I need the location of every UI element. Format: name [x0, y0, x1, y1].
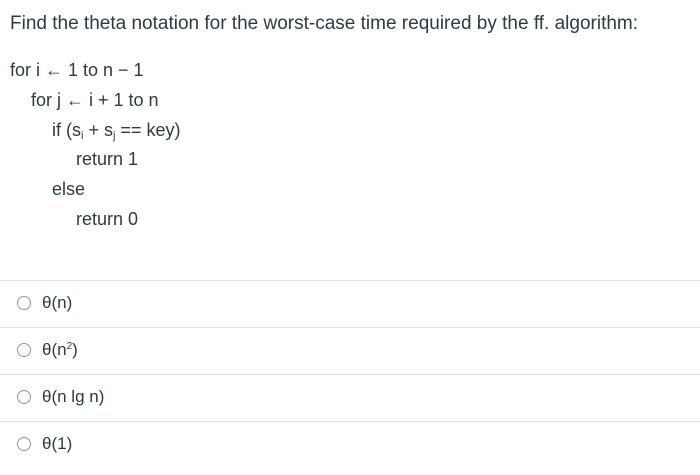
radio-button[interactable]: [17, 390, 31, 404]
radio-button[interactable]: [17, 437, 31, 451]
answer-label: θ(n lg n): [42, 387, 105, 406]
subscript-i: i: [81, 130, 84, 142]
radio-button[interactable]: [17, 343, 31, 357]
answer-option-theta-n-lg-n[interactable]: [0, 374, 700, 421]
code-line-return-0: return 0: [76, 209, 139, 229]
if-prefix: if (s: [52, 120, 81, 140]
answer-option-theta-n-squared[interactable]: [0, 327, 700, 374]
question-text: Find the theta notation for the worst-case time required by the ff. algorithm:: [10, 13, 639, 34]
answer-label: θ(n): [42, 293, 73, 312]
code-line-if-condition: [52, 119, 180, 141]
if-mid: + s: [83, 120, 113, 140]
answer-label-base: θ(n: [42, 340, 67, 359]
answer-option-theta-1[interactable]: [0, 421, 700, 468]
code-line-outer-loop: for i ← 1 to n − 1: [10, 60, 144, 80]
code-line-inner-loop: for j ← i + 1 to n: [31, 90, 159, 110]
code-line-else: else: [52, 179, 86, 199]
radio-button[interactable]: [17, 296, 31, 310]
subscript-j: j: [112, 130, 116, 142]
answer-label: θ(1): [42, 434, 73, 453]
answer-label-exponent: 2: [66, 341, 73, 352]
answer-label-end: ): [72, 340, 78, 359]
if-suffix: == key): [115, 120, 181, 140]
code-line-return-1: return 1: [76, 149, 139, 169]
answer-option-theta-n[interactable]: [0, 280, 700, 327]
answer-label: [42, 339, 78, 361]
answer-list: [0, 280, 700, 468]
